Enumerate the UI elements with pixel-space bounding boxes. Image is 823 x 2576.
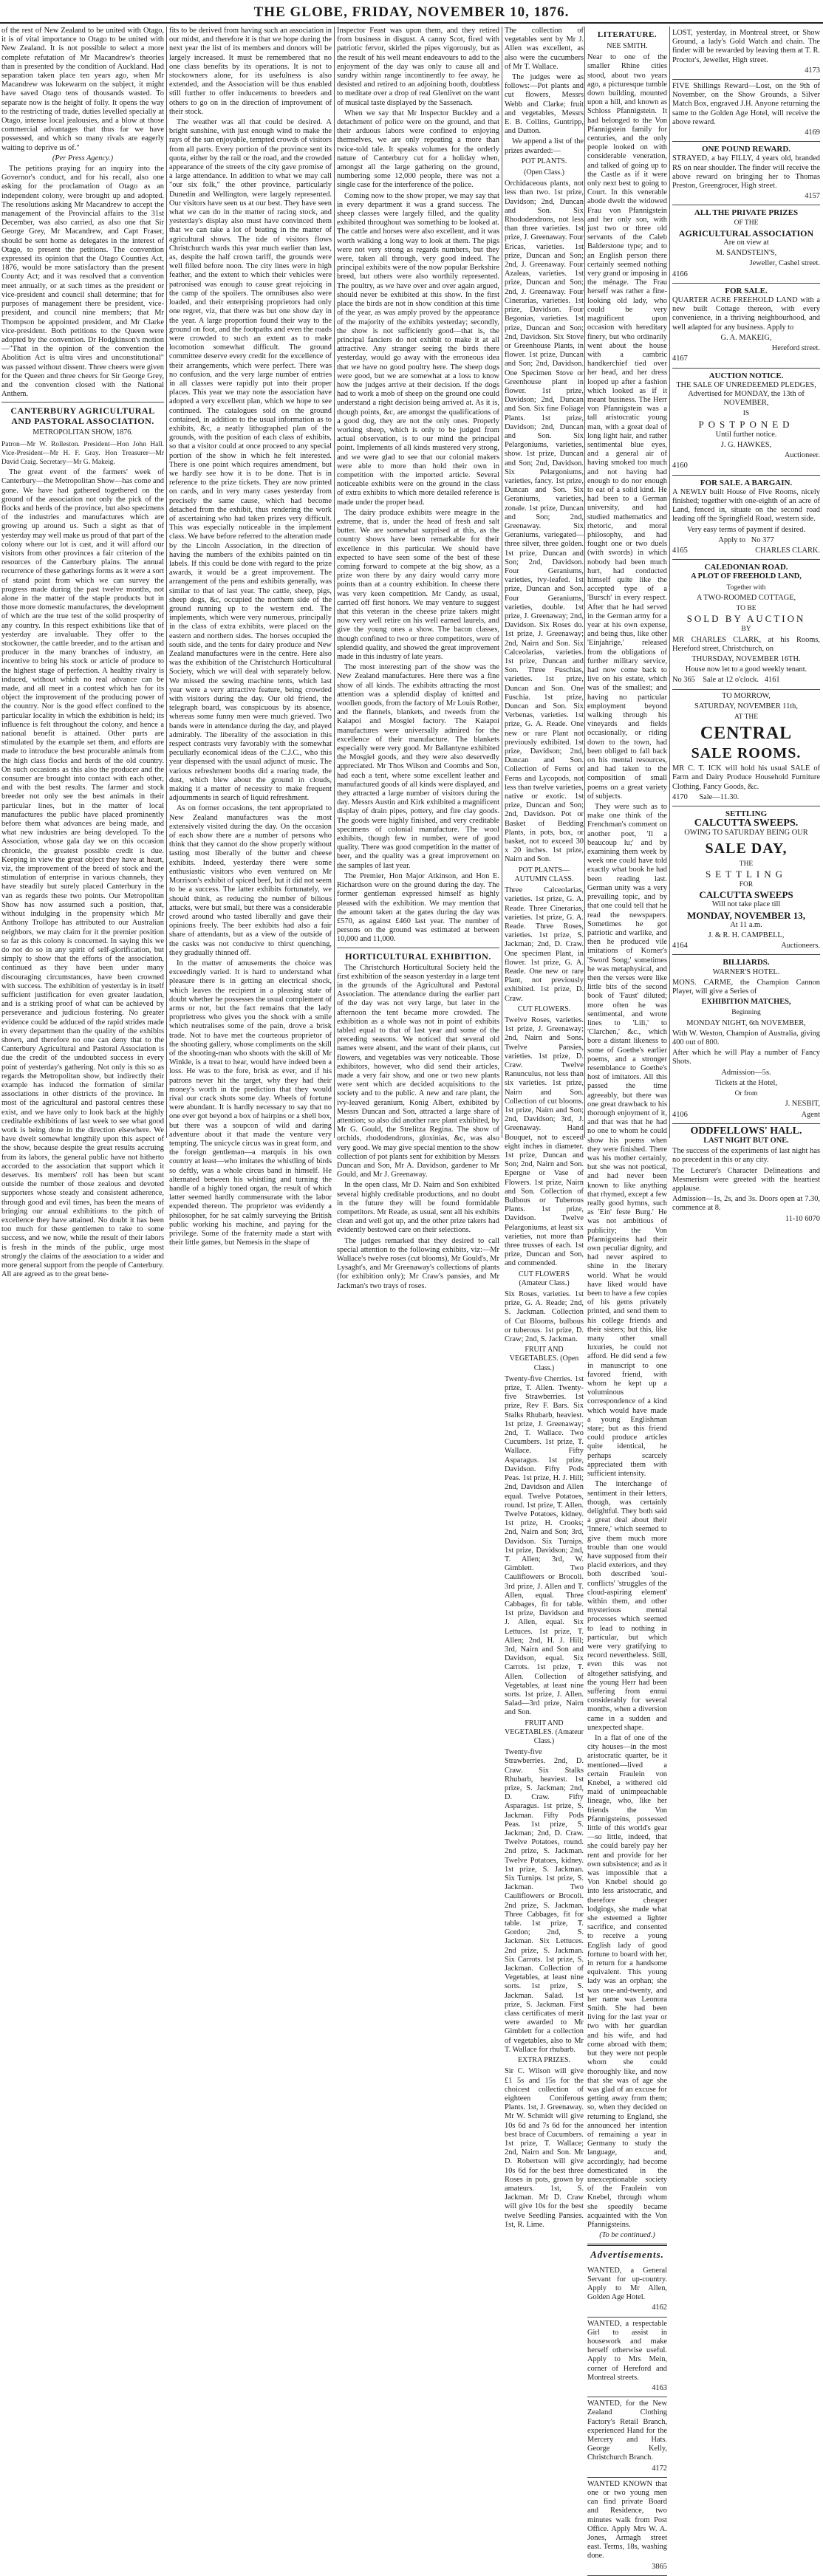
ad-text: WANTED, a General Servant for up-country. Apply to Mr Allen, Golden Age Hotel.: [587, 2266, 667, 2302]
classified-ad: [672, 369, 820, 476]
column-3: [337, 27, 500, 1290]
ad-text: SATURDAY, NOVEMBER 11th,: [694, 702, 798, 710]
ad-text: After which he will Play a number of Fancy Shots.: [672, 1049, 820, 1066]
ad-text: J. NESBIT,: [785, 1100, 820, 1109]
ad-text: FIVE Shillings Reward—Lost, on the 9th of November, on the Show Grounds, a Silver Match Box, engraved J.H. Anyone returning the same to the Golden Age Hotel, will receive the above reward.: [672, 82, 820, 126]
ad-text: WANTED, a respectable Girl to assist in housework and make herself otherwise useful. Apply to Mrs Mein, corner of Hereford and Montreal streets.: [587, 2319, 667, 2382]
ad-heading: ONE POUND REWARD.: [701, 145, 791, 154]
article-paragraph: We append a list of the prizes awarded:—: [505, 137, 584, 155]
continued-note: (To be continued.): [599, 2231, 655, 2240]
story-paragraph: They were such as to make one think of the Frenchman's comment on another poet, 'Il a beaucoup lu;' and by examining them week by week one could have told exactly what book he had been reading last. German unity was a very prevailing topic, and by that one could tell that he read the newspapers. Sometimes he got patriotic and warlike, and then he produced vile imitations of Korner's 'Sword Song;' sometimes he was metaphysical, and then the verses were like little bits of the second book of 'Faust' diluted; more often he was sentimental, and wrote lines to 'Lili,' to 'Clarchen,' &c., which bore a distant likeness to some of Goethe's earlier poems, and a stronger resemblance to Goethe's host of imitators. All this passed the time agreeably, but there was one great drawback to his thorough enjoyment of it, and that was that he had no one to whom he could show his poems when they were finished. There was his mother certainly, but she was not poetical, and had never been known to like anything that rhymed, except a few really good hymns, such as 'Ein' feste Burg.' He was not ambitious of publicity; the Von Pfannigsteins had their own peculiar dignity, and had never aspired to shine in the literary world. What he would have liked would have been to have a few copies of his gems privately printed, and send them to his college friends and their sisters; but this, like many other small luxuries, he could not afford. He did send a few in manuscript to one favored friend, with whom he kept up a voluminous correspondence of a kind which would have made a young Englishman stare; but as this friend could produce articles quite identical, he perhaps scarcely appreciated them with sufficient intensity.: [587, 803, 667, 1479]
classified-ad: [672, 806, 820, 955]
ad-text: Jeweller, Cashel street.: [749, 259, 820, 268]
ad-number: 4160: [672, 462, 688, 470]
prize-heading: POT PLANTS—AUTUMN CLASS.: [514, 866, 574, 883]
ad-text: M. SANDSTEIN'S,: [715, 249, 777, 258]
article-paragraph: Coming now to the show proper, we may say that in every department it was a grand success. The sheep classes were largely filled, and the quality exhibited throughout was something to be looked at. The cattle and horses were also excellent, and it was worth walking a long way to look at them. The pigs were not very strong as regards numbers, but they were, taken all through, very good indeed. The principal exhibits were of the now popular Berkshire breed, but others were also worthily represented. The poultry, as we have over and over again argued, should never be exhibited at this show. In the first place the birds are not in show condition at this time of the year, as was amply proved by the appearance of the majority of the exhibits yesterday; secondly, the show is not sufficiently good—that is, the principal fanciers do not exhibit to make it at all attractive. Any stranger seeing the birds there yesterday, would go away with the erroneous idea that we have no good poultry here. The sheep dogs were good, but we are somewhat at a loss to know how the judges arrive at their decision. If the dogs had to work a mob of sheep on the ground one could understand a right decision being arrived at. As it is, though points, &c, are amongst the qualifications of a good dog, they are not the only ones. Properly working sheep, which is only to be judged from actual observation, is to our mind the principal point. Implements of all kinds mustered very strong, and we were glad to see that our colonial makers were able to more than hold their own in competition with the imported article. Several noticeable exhibits were on the ground in the class of extra exhibits to which more detailed reference is made under the proper head.: [337, 191, 499, 507]
classified-ad: [587, 2478, 667, 2576]
column-rule: [584, 27, 585, 1138]
classified-ad: [672, 284, 820, 369]
ad-text: OF THE: [734, 219, 759, 227]
story-paragraph: In a flat of one of the city houses—in the most aristocratic quarter, be it mentioned—lived a certain Fraulein von Knebel, a withered old maid of unimpeachable lineage, who, like her friends the Von Pfannigsteins, possessed little of this world's gear—so little, indeed, that she could barely pay her rent and provide for her own subsistence; and as it was impossible that a Von Knebel should go into less aristocratic, and therefore cheaper lodgings, she made what she esteemed a lighter sacrifice, and consented to receive a young English lady of good fortune to board with her, in return for a handsome equivalent. This young lady was an orphan; she was one-and-twenty, and her name was Leonora Smith. She had been living for the last year or two with her guardian and his wife, and had come abroad with them; but they were not people whom she could thoroughly like, and now that she was of age she was glad of an excuse for getting away from them; so, when they decided on returning to England, she announced her intention of remaining a year in Germany to study the language, and, accordingly, had become domesticated in the unexceptionable society of the Fraulein von Knebel, through whom she speedily became acquainted with the Von Pfannigsteins.: [587, 1733, 667, 2229]
prize-heading: POT PLANTS.: [521, 157, 567, 165]
ad-number: 4164: [672, 942, 688, 950]
classified-ad: [672, 560, 820, 689]
section-title: CANTERBURY AGRICULTURAL AND PASTORAL ASSOCIATION.: [10, 405, 155, 427]
column-5-ads: [672, 27, 820, 1223]
column-rule: [669, 27, 670, 1138]
press-agency-note: (Per Press Agency.): [52, 154, 114, 162]
story-paragraph: Near to one of the smaller Rhine cities stood, about two years ago, a picturesque tumble down building, mounted upon a hill, and known as Schloss Pfannigstein. It had belonged to the Von Pfannigstein family for centuries, and the only people looked on with considerable veneration, and talked of going up to the Castle as if it were only next best to going to Court. In this venerable abode dwelt the widowed Frau von Pfannigstein and her only son, with just two or three old servants of the Caleb Balderstone type; and to an English person there certainly seemed nothing very grand or imposing in the ménage. The Frau herself was rather a fine-looking old lady, who could be very magnificent upon occasion with hereditary finery, but who ordinarily went about the house with a cambric handkerchief tied over her head, and her dress looped up after a fashion which looked as if it meant business. The Herr von Pfannigstein was a tall aristocratic young man, with a great deal of long light hair, and rather sentimental blue eyes, and a general air of having smoked too much and not having had enough to do nor enough to eat of a solid kind. He had been to a German university, and had studied mathematics and rhetoric, and moral philosophy, and had fought one or two duels (with swords) in which nobody had been much hurt, had conducted himself quite like the accepted type of a 'Bursch' in every respect. After that he had served in the German army for a year at his own expense, and being thus, like other 'Einjahrige,' released from the obligations of further military service, had now come back to live on his estate, which was of the smallest; and having no particular employment beyond walking through his vineyards and fields occasionally, or riding down to the town, had been obliged to fall back on his mental resources, and had taken to the composition of small poems on a great variety of subjects.: [587, 53, 667, 801]
ad-number: 4157: [805, 192, 820, 201]
classified-ad: [672, 27, 820, 80]
ad-text: WANTED, for the New Zealand Clothing Factory's Retail Branch, experienced Hand for the Mercery and Hats. George Kelly, Christchurch Branch.: [587, 2399, 667, 2462]
ad-text: Are on view at: [723, 239, 769, 247]
ad-text: WARNER'S HOTEL.: [712, 967, 780, 976]
ad-text: Or from: [734, 1090, 758, 1098]
ad-heading: CALEDONIAN ROAD.: [704, 563, 788, 572]
ad-text: At 11 a.m.: [730, 920, 762, 929]
ad-text: A NEWLY built House of Five Rooms, nicely finished; together with one-eighth of an acre of Land, fenced in, situate on the second road leading off the Springfield Road, western side.: [672, 487, 820, 524]
prize-list: Three Calceolarias, varieties. 1st prize, G. A. Reade. Three Cinerarias, varieties. 1st prize, G. A. Reade. Three Roses, varieties. 1st prize, S. Jackman; 2nd, D. Craw. One specimen Plant, in flower. 1st prize, G. A. Reade. One new or rare Plant, not previously exhibited. 1st prize, D. Craw.: [505, 886, 584, 1003]
masthead: THE GLOBE, FRIDAY, NOVEMBER 10, 1876.: [253, 4, 570, 20]
ad-text: FOR: [739, 881, 754, 889]
classified-ad: [672, 142, 820, 205]
ad-text: THE: [739, 860, 754, 868]
ad-text: SETTLING: [705, 868, 788, 880]
article-paragraph: When we say that Mr Inspector Buckley and a detachment of police were on the ground, and that their arduous labors were confined to enjoying themselves, we are only repeating a more than twice-told tale. It speaks volumes for the orderly nature of Canterbury cut for a holiday when, amongst all the large gathering on the ground, numbering some 12,000 people, there was not a single case for the interference of the police.: [337, 109, 499, 190]
ad-text: Sale at 12 o'clock.: [703, 676, 759, 685]
ad-text: THURSDAY, NOVEMBER 16TH.: [691, 654, 801, 663]
ad-display-heading: CENTRAL: [700, 724, 793, 744]
article-paragraph: The most interesting part of the show was the New Zealand manufactures. Here there was a fine show of all kinds. The exhibits attracting the most attention was a splendid display of knitted and woollen goods, from the factory of Mr Louis Rother, and the flannels, blankets, and tweeds from the Kaiapoi and Mosgiel factory. The Kaiapoi manufactures were universally admired for the excellence of their manufacture. The blankets especially were very good. Mr Ballantyne exhibited the Mosgiel goods, and they were also deservedly appreciated. Mr Thos Wilson and Coombs and Son, had each a tent, where some excellent leather and manufactured goods of all kinds were displayed, and they attracted a large number of visitors during the day. Messrs Austin and Kirk exhibited a magnificent display of drain pipes, pottery, and fire clay goods. The goods were highly finished, and very creditable specimens of colonial manufacture. The wool exhibits, though few in number, were of good quality. There was good competition in the matter of beer, and the quality was a great improvement on the samples of last year.: [337, 663, 499, 870]
ad-heading: FOR SALE. A BARGAIN.: [700, 478, 793, 487]
officers-list: Patron—Mr W. Rolleston. President—Hon John Hall. Vice-President—Mr H. F. Gray. Hon Treasurer—Mr David Craig. Secretary—Mr G. Makeig.: [1, 440, 164, 466]
ad-text: OWING TO SATURDAY BEING OUR: [684, 829, 808, 837]
classified-ad: [672, 1124, 820, 1227]
ad-text: THE SALE OF UNREDEEMED PLEDGES, Advertised for MONDAY, the 13th of NOVEMBER,: [676, 380, 816, 408]
ad-text: BY: [741, 626, 751, 634]
ad-text: Tickets at the Hotel,: [715, 1078, 777, 1087]
ad-text: Auctioneers.: [781, 942, 820, 950]
ad-heading: ALL THE PRIVATE PRIZES: [694, 208, 799, 218]
ad-text: Very easy terms of payment if desired.: [686, 525, 806, 534]
prize-heading: EXTRA PRIZES.: [517, 2056, 571, 2065]
ad-number: 4173: [805, 66, 820, 75]
article-paragraph: As on former occasions, the tent appropriated to New Zealand manufactures was the most extensively visited during the day. On the occasion of each show there are a number of persons who think that they cannot do the show properly without tasting most liberally of the butter and cheese exhibits. Indeed, yesterday there were some enthusiastic visitors who even ventured on Mr Morrison's exhibit of spiced beef, but it did not seem to be a success. The latter exhibits fortunately, we should think, as reducing the number of bilious attacks, were but small, but there was a considerable crowd around who tasted liberally and gave their opinions freely. The beer exhibits had also a fair share of attendants, but as a view of the outside of the casks was not conducive to thirst quenching, they gradually thinned off.: [169, 804, 332, 957]
ad-text: Beginning: [731, 1009, 761, 1017]
ad-text: MR C. T. ICK will hold his usual SALE of Farm and Dairy Produce Household Furniture Clothing, Fancy Goods, &c.: [672, 764, 820, 791]
prize-heading: FRUIT AND VEGETABLES. (Amateur Class.): [505, 1719, 584, 1745]
story-paragraph: The interchange of sentiment in their letters, though, was certainly delightful. They both said a great deal about their 'Innere,' which seemed to give them much more trouble than one would have supposed from their placid exteriors, and they both described 'soul-conflicts' 'struggles of the cloud-aspiring element' within them, and other mysterious mental processes which seemed to lead to nothing in particular, but which were very gratifying to record nevertheless. Still, even this was not altogether satisfying, and the young Herr had been suffering from ennui considerably for several months, when a diversion came in a sudden and unexpected shape.: [587, 1480, 667, 1732]
article-paragraph: The dairy produce exhibits were meagre in the extreme, that is, under the head of fresh and salt butter. We are somewhat surprised at this, as the country shows have been remarkable for their excellence in this particular. We should have expected to have seen some of the best of these coming forward to compete at the big show, as a prize won there by any dairy would carry more points than at a country exhibition. In cheese there was very keen competition. Mr Candy, as usual, carried off first honors. We may venture to suggest that this veteran in the cheese prize takers might now very well retire on his well earned laurels, and give the young ones a show. The bacon classes, though confined to two or three competitors, were of splendid quality, and showed the great improvement made in this industry of late years.: [337, 508, 499, 662]
article-paragraph: The petitions praying for an inquiry into the Governor's conduct, and for his recall, also one asking for the proclamation of Otago as an independent colony, were brought up and adopted. The resolutions asking Mr Macandrew to accept the management of the Provincial affairs to the 31st December, was also carried, as also one that Sir George Grey, Mr Macandrew, and Capt Fraser, should be sent home as delegates in the interest of Otago, to present the petitions. The convention expressed its opinion that the Otago Counties Act, 1876, would be more satisfactory than the present County Act; and it was resolved that a convention meet annually, or at such times as the president or vice-president and council shall determine; that for purposes of management there be president, vice-president, and council nine members; that Mr Thompson be appointed president, and Mr Clarke vice-president. Both petitions to the Queen were adopted by the convention. Dr Hodgkinson's motion—"That in the opinion of the convention the Abolition Act is ultra vires and unconstitutional" was passed without dissent. Three cheers were given for the Queen and three cheers for Sir George Grey, and the convention closed with the National Anthem.: [1, 165, 164, 399]
classified-ad: [672, 690, 820, 806]
ad-number: 3865: [652, 2562, 667, 2571]
ad-text: Together with: [726, 583, 766, 592]
ad-text: STRAYED, a bay FILLY, 4 years old, branded RS on near shoulder. The finder will receive the above reward on bringing her to Thomas Preston, Greengrocer, High street.: [672, 154, 820, 191]
classified-ad: [672, 476, 820, 561]
ad-text: House now let to a good weekly tenant.: [685, 665, 807, 674]
ad-display-heading: SALE DAY,: [705, 840, 788, 857]
ad-text: J. & R. H. CAMPBELL,: [708, 931, 785, 940]
ad-text: With W. Weston, Champion of Australia, giving 400 out of 800.: [672, 1029, 820, 1047]
prize-list: Twenty-five Strawberries. 2nd, D. Craw. Six Stalks Rhubarb, heaviest. 1st prize, S. Jackman; 2nd, D. Craw. Fifty Asparagus. 1st prize, S. Jackman. Fifty Pods Peas. 1st prize, S. Jackman; 2nd, D. Craw. Twelve Potatoes, round. 2nd prize, S. Jackman. Twelve Potatoes, kidney. 1st prize, S. Jackman. Six Turnips. 1st prize, S. Jackman. Two Cauliflowers or Brocoli. 2nd prize, S. Jackman. Three Cabbages, fit for table. 1st prize, T. Gordon; 2nd, S. Jackman. Six Lettuces. 2nd prize, S. Jackman. Six Carrots. 1st prize, S. Jackman. Collection of Vegetables, at least nine sorts. 1st prize, S. Jackman. Salad. 1st prize, S. Jackman. First class certificates of merit were awarded to Mr Gimblett for a collection of vegetables, also to Mr T. Wallace for rhubarb.: [505, 1748, 584, 2054]
ad-heading: AUCTION NOTICE.: [708, 371, 784, 380]
ad-number: 4163: [652, 2384, 667, 2392]
section-title: HORTICULTURAL EXHIBITION.: [345, 950, 491, 962]
prize-list: Twelve Roses, varieties. 1st prize, J. Greenaway; 2nd, Nairn and Sons. Twelve Pansies, varieties. 1st prize, D. Craw. Twelve Ranunculus, not less than six varieties. 1st prize, Nairn and Son. Collection of cut blooms. 1st prize, Nairn and Son; 2nd, Davidson; 3rd, J. Greenaway. Hand Bouquet, not to exceed eight inches in diameter. 1st prize, Duncan and Son; 2nd, Nairn and Son. Epergne or Vase of Flowers. 1st prize, Nairn and Son. Collection of Bulbous or Tuberous Plants. 1st prize, Davidson. Twelve Pelargoniums, at least six varieties, not more than three trusses of each. 1st prize, Duncan and Son, and commended.: [505, 1015, 584, 1268]
column-rule: [166, 27, 167, 1138]
ad-text: Sale—11.30.: [699, 792, 740, 801]
ad-number: 4170: [672, 792, 688, 801]
literature-column: [587, 27, 667, 2571]
ad-text: MR CHARLES CLARK, at his Rooms, Hereford street, Christchurch, on: [672, 635, 820, 653]
ad-number: 4169: [805, 129, 820, 137]
prize-heading: CUT FLOWERS.: [517, 1004, 571, 1013]
article-paragraph: In the matter of amusements the choice was exceedingly varied. It is hard to understand what pleasure there is in getting an electrical shock, which leaves the recipient in a pleasing state of doubt whether he possesses the usual complement of arms or not, but the fact remains that the lady proprietress who gives you the shock with a smile which neutralises some of the pain, drove a brisk trade. Not to have met the courteous proprietor of the shooting gallery, whose compliments on the skill of the shooting-man who shoots with the skill of Mr Winkle, is a treat to hear, would have indeed been a loss. He was to the fore, brisk as ever, and if his patrons never hit the target, why they had their money's worth in the prediction that they would rival our crack shots some day. Wheels of fortune were abundant. It is hardly necessary to say that no one ever got beyond a box of hairpins or a shell box, but there was a soupcon of wild and daring adventure about it that made the venture very tempting. The unicycle circus was in great form, and the foreign gentleman—a marquis in his own country at least—who imitates the whistling of birds so deftly, was a whole circus band in himself. He alternated between his whistling and turning the handle of a highly toned organ, the result of which latter seemed hardly commensurate with the labor expended thereon. The proprietor was evidently a philosopher, for he sat calmly surveying the British public working his machine, and paying for the privilege. Some of the fraternity made a start with their little games, but Nemesis in the shape of: [169, 959, 332, 1247]
ad-text: QUARTER ACRE FREEHOLD LAND with a new built Cottage thereon, with every convenience, in a thriving neighbourhood, and well adapted for any business. Apply to: [672, 296, 820, 332]
ad-number: 11-10 6070: [785, 1214, 820, 1223]
ad-heading: BILLIARDS.: [723, 958, 770, 967]
ad-text: LAST NIGHT BUT ONE.: [703, 1136, 789, 1145]
ad-text: AT THE: [734, 713, 759, 721]
divider: [587, 2244, 667, 2246]
classified-ad: [672, 80, 820, 142]
ad-text: SOLD BY AUCTION: [686, 613, 806, 625]
columns: [0, 27, 823, 2571]
ad-text: POSTPONED: [698, 418, 794, 430]
article-paragraph: The collection of vegetables sent by Mr J. Allen was excellent, as also were the cucumbers of Mr T. Wallace.: [505, 27, 584, 71]
ad-text: Until further notice.: [715, 430, 777, 439]
classified-ad: [587, 2264, 667, 2318]
ad-text: IS: [742, 410, 750, 418]
ad-number: 4106: [672, 1110, 688, 1119]
prize-heading: CUT FLOWERS (Amateur Class.): [519, 1270, 570, 1287]
ad-text: WANTED KNOWN that one or two young men can find private Board and Residence, two minutes walk from Post Office. Apply Mrs W. A. Jones, Armagh street east. Terms, 18s, washing done.: [587, 2479, 667, 2560]
classified-ad: [672, 205, 820, 283]
article-paragraph: In the open class, Mr D. Nairn and Son exhibited several highly creditable productions, and no doubt in the future they will be found formidable competitors. Mr Reade, as usual, sent all his exhibits clean and well got up, and the other prize takers had evidently bestowed care on their selections.: [337, 1181, 499, 1235]
ad-text: The success of the experiments of last night has no precedent in this or any city.: [672, 1147, 820, 1165]
ad-text: Auctioneer.: [784, 451, 820, 460]
column-1: [1, 27, 164, 1279]
ad-text: A TWO-ROOMED COTTAGE,: [696, 593, 796, 602]
classified-ad: [672, 955, 820, 1123]
prize-list-column: [505, 27, 584, 2229]
ad-text: The Lecturer's Character Delineations and Mesmerism were greeted with the heartiest applause.: [672, 1166, 820, 1193]
article-paragraph: of the rest of New Zealand to be united with Otago, it is of vital importance to Otago to be united with New Zealand. It is not possible to select a more complete refutation of Mr Macandrew's theories than is presented by the condition of Auckland. Had separation taken place ten years ago, when Mr Macandrew was lukewarm on the subject, it might have saved Otago tens of thousands wasted. To separate now is the height of folly. It opens the way to the restricting of trade, duties levelled specially at Otago, intense local jealousies, and a blow at those commercial advantages that thus far we have possessed, and which so many rivals are eagerly waiting to deprive us of.": [1, 27, 164, 152]
ad-text: LOST, yesterday, in Montreal street, or Show Ground, a lady's Gold Watch and chain. The finder will be rewarded by leaving them at T. R. Proctor's, Jeweller, High street.: [672, 29, 820, 64]
prize-list: Six Roses, varieties. 1st prize, G. A. Reade; 2nd, S. Jackman. Collection of Cut Blooms, bulbous or tuberous. 1st prize, D. Craw; 2nd, S. Jackman.: [505, 1290, 584, 1344]
ad-heading: CALCUTTA SWEEPS: [699, 889, 793, 901]
article-paragraph: The judges remarked that they desired to call special attention to the following exhibits, viz:—Mr Wallace's twelve roses (cut blooms), Mr Gould's, Mr Lysaght's, and Mr Greenaway's collections of plants (for exhibition only); Mr Craw's pansies, and Mr Jackman's two trays of roses.: [337, 1236, 499, 1290]
prize-list: Twenty-five Cherries. 1st prize, T. Allen. Twenty-five Strawberries. 1st prize, Rev F. Bars. Six Stalks Rhubarb, heaviest. 1st prize, J. Greenaway; 2nd, T. Wallace. Two Cucumbers. 1st prize, T. Wallace. Fifty Asparagus. 1st prize, Davidson. Fifty Pods Peas. 1st prize, H. J. Hill; 2nd, Davidson and Allen equal. Twelve Potatoes, round. 1st prize, T. Allen. Twelve Potatoes, kidney. 1st prize, H. Crooks; 2nd, Nairn and Son; 3rd, Davidson. Six Turnips. 1st prize, Davidson; 2nd, T. Allen; 3rd, W. Gimblett. Two Cauliflowers or Brocoli. 3rd prize, J. Allen and T. Allen, equal. Three Cabbages, fit for table. 1st prize, Davidson and J. Allen, equal. Six Lettuces. 1st prize, T. Allen; 2nd, H. J. Hill; 3rd, Nairn and Son and Davidson, equal. Six Carrots. 1st prize, T. Allen. Collection of Vegetables, at least nine sorts. 1st prize, J. Allen. Salad—3rd prize, Nairn and Son.: [505, 1374, 584, 1717]
ad-text: Agent: [801, 1110, 820, 1119]
ad-heading: AGRICULTURAL ASSOCIATION: [678, 227, 814, 239]
ad-display-heading: SALE ROOMS.: [691, 745, 802, 762]
ad-text: Apply to No 377: [718, 535, 774, 544]
ad-text: MONS. CARME, the Champion Cannon Player, will give a Series of: [672, 978, 820, 996]
ad-number: 4162: [652, 2303, 667, 2312]
ad-text: 4165 CHARLES CLARK.: [672, 546, 820, 555]
prize-heading: FRUIT AND VEGETABLES. (Open Class.): [509, 1346, 579, 1372]
ad-number: 4166: [672, 270, 688, 278]
ad-text: MONDAY NIGHT, 6th NOVEMBER,: [686, 1018, 806, 1027]
ad-text: No 365: [672, 676, 695, 685]
ad-text: TO BE: [736, 604, 757, 612]
article-paragraph: Inspector Feast was upon them, and they retired from business in disgust. A canny Scot, fired with patriotic fervor, skirled the pipes vigorously, but as the result of his well meant endeavours to add to the enjoyment of the day was only to cause all and sundry within range incontinently to fee away, he desisted and retired to an adjoining booth, doubtless to meditate over a drop of real Glenlivet on the want of musical taste displayed by the Sassenach.: [337, 27, 499, 107]
section-subtitle: METROPOLITAN SHOW, 1876.: [33, 428, 133, 437]
article-paragraph: fits to be derived from having such an association in our midst, and therefore it is that we hope during the next year the list of its members and donors will be largely increased. It must be remembered that no one class benefits by its operations. It is not to stockowners alone, for its usefulness is also extended, and the Association will be thus enabled still further to offer inducements to breeders and others to go on in the direction of improvement of their stock.: [169, 27, 332, 116]
ad-heading: SETTLING: [725, 809, 768, 819]
ad-number: 4161: [764, 676, 780, 685]
section-title: LITERATURE.: [597, 30, 658, 39]
ad-text: A PLOT OF FREEHOLD LAND,: [691, 572, 802, 581]
ad-text: EXHIBITION MATCHES,: [701, 998, 791, 1007]
classified-ad: [587, 2318, 667, 2398]
classified-ad: [587, 2397, 667, 2478]
ad-text: Will not take place till: [711, 900, 781, 909]
article-paragraph: The Christchurch Horticultural Society held the first exhibition of the season yesterday in a large tent in the grounds of the Agricultural and Pastoral Association. The attendance during the earlier part of the day was not very large, but later in the afternoon the tent became more crowded. The exhibition as a whole was not in point of exhibits tabled equal to that of last year and some of the preceding seasons. We noticed that several old names were absent, and the want of their plants, cut flowers, and vegetables was very noticeable. Those exhibitors, however, who did send their articles, made a very fair show, and one or two new plants were sent which are decided acquisitions to the society and to the public. A new and rare plant, the ivy-leaved geranium, Konig Albert, exhibited by Messrs Duncan and Son, attracted a large share of attention; so also did another rare plant exhibited, by Mr G. Gould, the Strelitza Regina. The show of orchids, rhododendrons, gloxinias, &c, was also very good. We may give special mention to the show collection of pot plants sent for exhibition by Messrs Duncan and Son, Mr A. Davidson, gardener to Mr Gould, and Mr J. Greenaway.: [337, 963, 500, 1179]
article-paragraph: The judges were as follows:—Pot plants and cut flowers, Messrs Webb and Clarke; fruit and vegetables, Messrs E. B. Collins, Guntripp, and Dutton.: [505, 73, 584, 136]
ad-heading: CALCUTTA SWEEPS.: [694, 818, 799, 829]
article-paragraph: The weather was all that could be desired. A bright sunshine, with just enough wind to make the rays of the sun enjoyable, tempted crowds of visitors from all parts. Every portion of the province sent its quota, either by the rail or the road, and the crowded appearance of the streets of the city gave promise of a large attendance. In addition to what we may call "our six folk," the other province, particularly Dunedin and Wellington, were largely represented. Our visitors have seen us at our best. They have seen what we can do in the matter of racing stock, and yesterday's display also must have convinced them that we can take a lot of beating in the matter of agricultural shows. The tide of visitors flows Christchurch wards this year much earlier than last, as, despite the half crown tariff, the grounds were well filled before noon. The city lines were in high feather, and the extent to which their vehicles were patronised was enough to cause great rejoicing in the camp of the spoilers. The omnibuses also were loaded, and their enterprising proprietors had only one regret, viz, that there was but one show day in the year. A large proportion found their way to the ground on foot, and the footpaths and even the roads were crowded to such an extent as to make locomotion somewhat difficult. The ground committee deserve every credit for the excellence of their arrangements, which were perfect. There was no confusion, and the very large number of entries in all classes were rapidly put into their proper places. This year we may note the association have adopted a very excellent plan, which we hope to see continued. The catalogues sold on the ground contained, in addition to the usual information as to exhibits, &c, a neatly lithographed plan of the grounds, with the position of each class of exhibits, so that a visitor could at once proceed to any special portion of the show in which he felt interested. There is one point which requires amendment, but we hardly see how it is to be done. That is in reference to the prize tickets. They are now printed on cards, and in very many cases yesterday from precisely the same cause, which had become detached from the exhibit, thus rendering the work of ascertaining who had taken prizes very difficult. This was especially noticeable in the implement class. We have before referred to the alteration made by the Lincoln Association, in the direction of having the numbers of the exhibits painted on tin labels. If this could be done with regard to the prize awards, it would be a great improvement. The arrangement of the pens and exhibits generally, was similar to that of last year. The cattle, sheep, pigs, sheep dogs, &c, occupied the northern side of the ground running up to the western end. The implements, which were very numerous, principally in the class of extra exhibits, were placed on the eastern and northern sides. The horses occupied the south side, and the tents for dairy produce and New Zealand manufactures were in the centre. Here also was the exhibition of the Christchurch Horticultural Society, which we will deal with separately below. We missed the sewing machine tents, which last year were a very attractive feature, being crowded with visitors during the day. Our old friend, the telegraph board, was conspicuous by its absence, whereas some funny men were much grieved. Two bands were in attendance during the day, and played admirably. The liberality of the association in this respect contrasts very favorably with the somewhat peculiarly economical ideas of the C.J.C., who this year dispensed with the usual adjunct of music. The various refreshment booths did a roaring trade, the dust, which blew about the ground in clouds, making it a matter of necessity to make frequent adjournments in search of liquid refreshment.: [169, 118, 332, 803]
ad-heading: MONDAY, NOVEMBER 13,: [686, 909, 806, 921]
ad-text: TO MORROW,: [722, 691, 771, 700]
ad-heading: ODDFELLOWS' HALL.: [690, 1125, 802, 1137]
ad-heading: FOR SALE.: [725, 286, 768, 295]
ad-text: Admission—1s, 2s, and 3s. Doors open at 7.30, commence at 8.: [672, 1195, 820, 1213]
prize-heading: (Open Class.): [524, 168, 564, 177]
column-4: [505, 27, 667, 2571]
prize-list: Sir C. Wilson will give £1 5s and 15s for the choicest collection of eighteen Coniferous Plants. 1st, J. Greenaway. Mr W. Schmidt will give 10s 6d and 7s 6d for the best brace of Cucumbers. 1st prize, T. Wallace; 2nd, Nairn and Son. Mr D. Robertson will give 10s 6d for the best three Roses in pots, grown by amateurs. 1st, S. Jackman. Mr D. Craw will give 10s for the best twelve Seedling Pansies. 1st, R. Lime.: [505, 2067, 584, 2229]
ad-text: J. G. HAWKES,: [720, 440, 772, 449]
article-paragraph: The great event of the farmers' week of Canterbury—the Metropolitan Show—has come and gone. We have had gathered togethered on the ground of the association not only the pick of the flocks and herds of the province, but also specimens of the industries and manufactures which are growing up around us. Such a sight as that of yesterday may well make us proud of that part of the colony where our lot is cast, and it will afford our visitors from other provinces a fair criterion of the resources of the Canterbury plains. The annual recurrence of these gatherings forms as it were a sort of stand point from which we can survey the progress made during the past twelve months, not alone in the matter of the staple products but in those more domestic manufactures, the development of which are the true test of the solid prosperity of any country. In this respect exhibitions like that of yesterday are invaluable. They offer to the stockowner, the cattle breeder, and to the artisan and producer in the many branches of industry, an incentive to bring his stock or article of produce to the highest stage of perfection. A healthy rivalry is induced, without which no real advance can be made, and all meet in a contest which has for its object the improvement of the producing power of the country. Nor is the good effect confined to the particular locality in which the exhibition is held; its influence is felt throughout the colony, and hence a national benefit is attained. Other parts are stimulated by the example set them, and efforts are made to introduce the best procurable animals from the high class flocks and herds of the old country. On such occasions as this also the producer and the consumer are brought into contact with each other, and with the best results. The farmer and stock breeder not only see the best animals in their particular lines, but in the matter of local manufactures the public have placed prominently before them what advances are being made, and what new industries are being developed. To the Association, whose gala day we on this occasion chronicle, the greatest possible credit is due. Keeping in view the great object they have at heart, viz, the improvement of the breed of stock and the stimulation of enterprise in various channels, they have steadily but surely placed Canterbury in the van as regards these two points. Our Metropolitan Show has now assumed such a position, that, without indulging in the propensity which Mr Anthony Trollope has attributed to our Australian neighbors, we may claim for it the premier position so far as this colony is concerned. In saying this we do not do so in any spirit of self-glorification, but simply to show that the efforts of the association, continued as they have been under many discouraging circumstances, have been crowned with success. The exhibition of yesterday is in itself sufficient justification for even greater laudation, and is a striking proof of what can be achieved by perseverance and judicious fostering. No greater evidence could be adduced of the rapid strides made in every department than the quality of the exhibits shown, and therefore no one can deny that to the Canterbury Agricultural and Pastoral Association is due the credit of the undoubted success in every point of yesterday's gathering. Not only is this so as regards the Metropolitan show, but indirectly their example has induced the formation of similar associations in other districts of the province. In most of the agricultural and pastoral centres these exist, and we have only to look back at the highly creditable exhibitions of last week to see what good work is being done in the direction elsewhere. We have dwelt somewhat lengthily upon this aspect of the show, because despite the great results accruing from its labors, the general public have not hitherto accorded to the association that support which it deserves. Its members' roll has been but scant outside the number of those zealous and devoted supporters whose steady and consistent adherence, through good and evil times, has been the means of bringing our annual exhibitions to the pitch of excellence they have attained. No doubt it has been too much for these gentlemen to take to some success, and we now, while the result of their labors is fresh in the minds of the public, urge most strongly the claims of the association to a wider and more general support from the people of Canterbury. All are agreed as to the great bene-: [1, 468, 164, 1279]
column-2: [169, 27, 332, 1247]
column-rule: [334, 27, 335, 1138]
ad-text: Hereford street.: [771, 344, 820, 353]
masthead-rule: [0, 22, 823, 24]
ad-number: 4172: [652, 2464, 667, 2473]
advertisements-heading: Advertisements.: [590, 2249, 664, 2261]
story-title: NEE SMITH.: [607, 42, 648, 50]
ad-text: G. A. MAKEIG,: [720, 333, 772, 342]
ad-number: 4167: [672, 354, 688, 363]
prize-list: Orchidaceous plants, not less than two. 1st prize, Davidson; 2nd, Duncan and Son. Six Rhododendrons, not less than three varieties. 1st prize, J. Greenaway. Four Ericas, varieties. 1st prize, Duncan and Son; 2nd, J. Greenaway. Four Azaleas, varieties. 1st prize, Duncan and Son; 2nd, J. Greenaway. Four Cinerarias, varieties. 1st prize, Davidson. Four Begonias, varieties. 1st prize, Duncan and Son; 2nd, Davidson. Six Stove or Greenhouse Plants, in flower. 1st prize, Duncan and Son; 2nd, Davidson. One Specimen Stove or Greenhouse plant in flower. 1st prize, Davidson; 2nd, Duncan and Son. Six fine Foliage Plants. 1st prize, Davidson; 2nd, Duncan and Son. Six Pelargoniums, varieties, show. 1st prize, Duncan and Son; 2nd, Davidson. Six Pelargoniums, varieties, fancy. 1st prize, Duncan and Son. Six Geraniums, varieties, zonale. 1st prize, Duncan and Son; 2nd, Greenaway. Six Geraniums, variegated—three silver, three golden. 1st prize, Duncan and Son; 2nd, Davidson. Four Geraniums, varieties, ivy-leafed. 1st prize, Duncan and Son. Four Geraniums, varieties, double. 1st prize, J. Greenaway; 2nd, Davidson. Six Roses do. 1st prize, J. Greenaway; 2nd, Nairn and Son. Six Calceolarias, varieties. 1st prize, Duncan and Son. Three Fuschias, varieties. 1st prize, Duncan and Son. One Fuschia. 1st prize, Duncan and Son. Six Verbenas, varieties. 1st prize, G. A. Reade. One new or rare Plant not previously exhibited. 1st prize, Davidson; 2nd, Duncan and Son. Collection of Ferns or Ferns and Lycopods, not less than twelve varieties, native or exotic. 1st prize, Duncan and Son; 2nd, Davidson. Pot or Basket of Bedding Plants, in pots, box, or basket, not to exceed 30 x 20 inches. 1st prize, Nairn and Son.: [505, 179, 584, 864]
ad-text: Admission—5s.: [721, 1068, 771, 1077]
article-paragraph: The Premier, Hon Major Atkinson, and Hon E. Richardson were on the ground during the day. The former gentleman expressed himself as highly pleased with the exhibition. We may mention that the amount taken at the gates during the day was £570, as against £460 last year. The number of persons on the ground was estimated at between 10,000 and 11,000.: [337, 871, 499, 944]
